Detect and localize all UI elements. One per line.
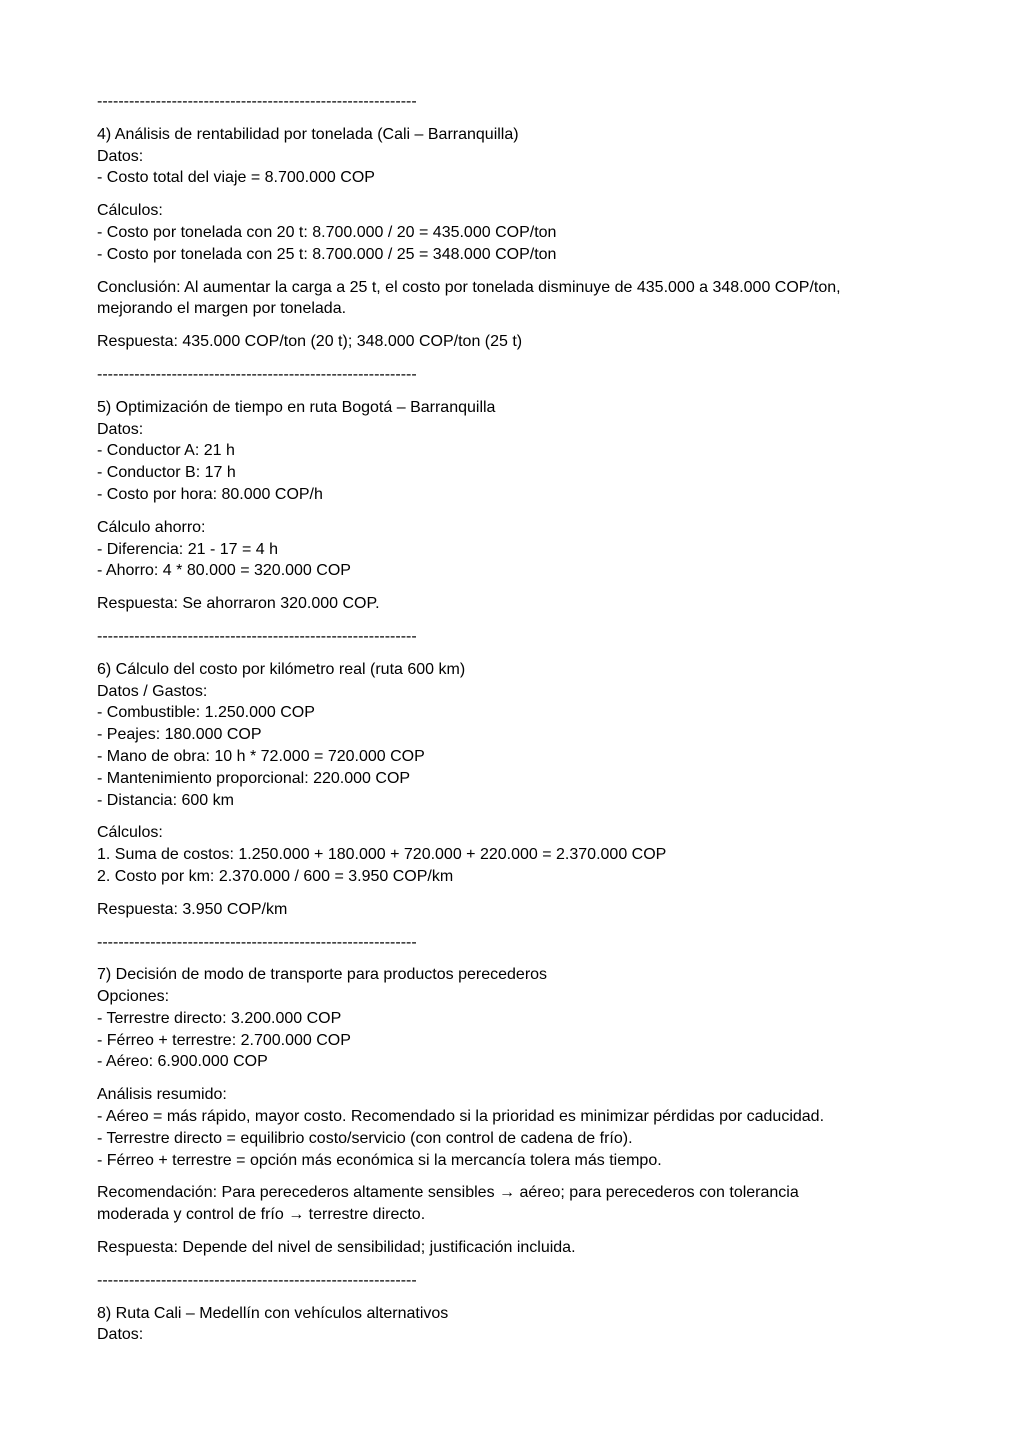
paragraph [97, 822, 927, 887]
paragraph [97, 964, 927, 1073]
text-line: Cálculos: [97, 202, 163, 220]
text-line: Análisis resumido: [97, 1086, 227, 1104]
paragraph [97, 517, 927, 582]
text-line: 8) Ruta Cali – Medellín con vehículos alternativos [97, 1304, 449, 1322]
text-line: - Costo por tonelada con 25 t: 8.700.000 / 25 = 348.000 COP/ton [97, 245, 557, 263]
text-line: mejorando el margen por tonelada. [97, 300, 347, 318]
text-line: - Férreo + terrestre: 2.700.000 COP [97, 1031, 351, 1049]
paragraph [97, 1303, 927, 1347]
text-line: - Aéreo = más rápido, mayor costo. Recomendado si la prioridad es minimizar pérdidas por caducidad. [97, 1108, 825, 1126]
paragraph [97, 1237, 927, 1259]
text-line: - Mantenimiento proporcional: 220.000 COP [97, 769, 411, 787]
separator-line: ------------------------------------------------------------ [97, 93, 417, 110]
text-line: Respuesta: 435.000 COP/ton (20 t); 348.000 COP/ton (25 t) [97, 333, 523, 351]
text-line: - Mano de obra: 10 h * 72.000 = 720.000 COP [97, 747, 425, 765]
text-line: Opciones: [97, 988, 170, 1006]
paragraph [97, 659, 927, 812]
text-line: - Ahorro: 4 * 80.000 = 320.000 COP [97, 562, 351, 580]
text-line: Datos / Gastos: [97, 682, 208, 700]
paragraph [97, 593, 927, 615]
paragraph [97, 331, 927, 353]
text-line: Respuesta: Se ahorraron 320.000 COP. [97, 595, 380, 613]
text-line: - Costo por tonelada con 20 t: 8.700.000 / 20 = 435.000 COP/ton [97, 223, 557, 241]
text-line: - Férreo + terrestre = opción más económica si la mercancía tolera más tiempo. [97, 1151, 662, 1169]
text-line: - Conductor A: 21 h [97, 442, 235, 460]
text-line: 7) Decisión de modo de transporte para productos perecederos [97, 966, 548, 984]
paragraph [97, 1084, 927, 1171]
text-line: Cálculos: [97, 824, 163, 842]
text-line: - Conductor B: 17 h [97, 464, 236, 482]
separator-line: ------------------------------------------------------------ [97, 627, 417, 645]
paragraph [97, 1182, 927, 1226]
text-line: - Distancia: 600 km [97, 791, 234, 809]
text-line: 1. Suma de costos: 1.250.000 + 180.000 + 720.000 + 220.000 = 2.370.000 COP [97, 846, 667, 864]
text-line: - Aéreo: 6.900.000 COP [97, 1053, 268, 1071]
text-line: Cálculo ahorro: [97, 518, 206, 536]
text-line: - Costo total del viaje = 8.700.000 COP [97, 169, 375, 187]
text-line: Datos: [97, 420, 144, 438]
text-line: Recomendación: Para perecederos altamente sensibles → aéreo; para perecederos con tolerancia [97, 1184, 799, 1202]
text-line: - Combustible: 1.250.000 COP [97, 704, 315, 722]
text-line: - Terrestre directo: 3.200.000 COP [97, 1009, 342, 1027]
separator-line: ------------------------------------------------------------ [97, 365, 417, 383]
separator-line: ------------------------------------------------------------ [97, 933, 417, 951]
text-line: - Diferencia: 21 - 17 = 4 h [97, 540, 278, 558]
paragraph [97, 397, 927, 506]
text-line: Respuesta: Depende del nivel de sensibilidad; justificación incluida. [97, 1239, 576, 1257]
text-line: Datos: [97, 147, 144, 165]
text-line: Datos: [97, 1326, 144, 1344]
separator-line: ------------------------------------------------------------ [97, 1271, 417, 1289]
text-line: - Peajes: 180.000 COP [97, 726, 262, 744]
text-line: - Costo por hora: 80.000 COP/h [97, 485, 323, 503]
paragraph [97, 277, 927, 321]
text-line: Respuesta: 3.950 COP/km [97, 900, 288, 918]
text-line: - Terrestre directo = equilibrio costo/servicio (con control de cadena de frío). [97, 1129, 633, 1147]
text-line: 4) Análisis de rentabilidad por tonelada (Cali – Barranquilla) [97, 125, 519, 143]
text-line: moderada y control de frío → terrestre directo. [97, 1206, 426, 1224]
text-line: 6) Cálculo del costo por kilómetro real (ruta 600 km) [97, 660, 466, 678]
text-line: 5) Optimización de tiempo en ruta Bogotá – Barranquilla [97, 398, 496, 416]
text-line: Conclusión: Al aumentar la carga a 25 t, el costo por tonelada disminuye de 435.000 a 348.000 COP/ton, [97, 278, 841, 296]
paragraph [97, 200, 927, 265]
text-line: 2. Costo por km: 2.370.000 / 600 = 3.950 COP/km [97, 867, 454, 885]
paragraph [97, 899, 927, 921]
paragraph [97, 124, 927, 189]
